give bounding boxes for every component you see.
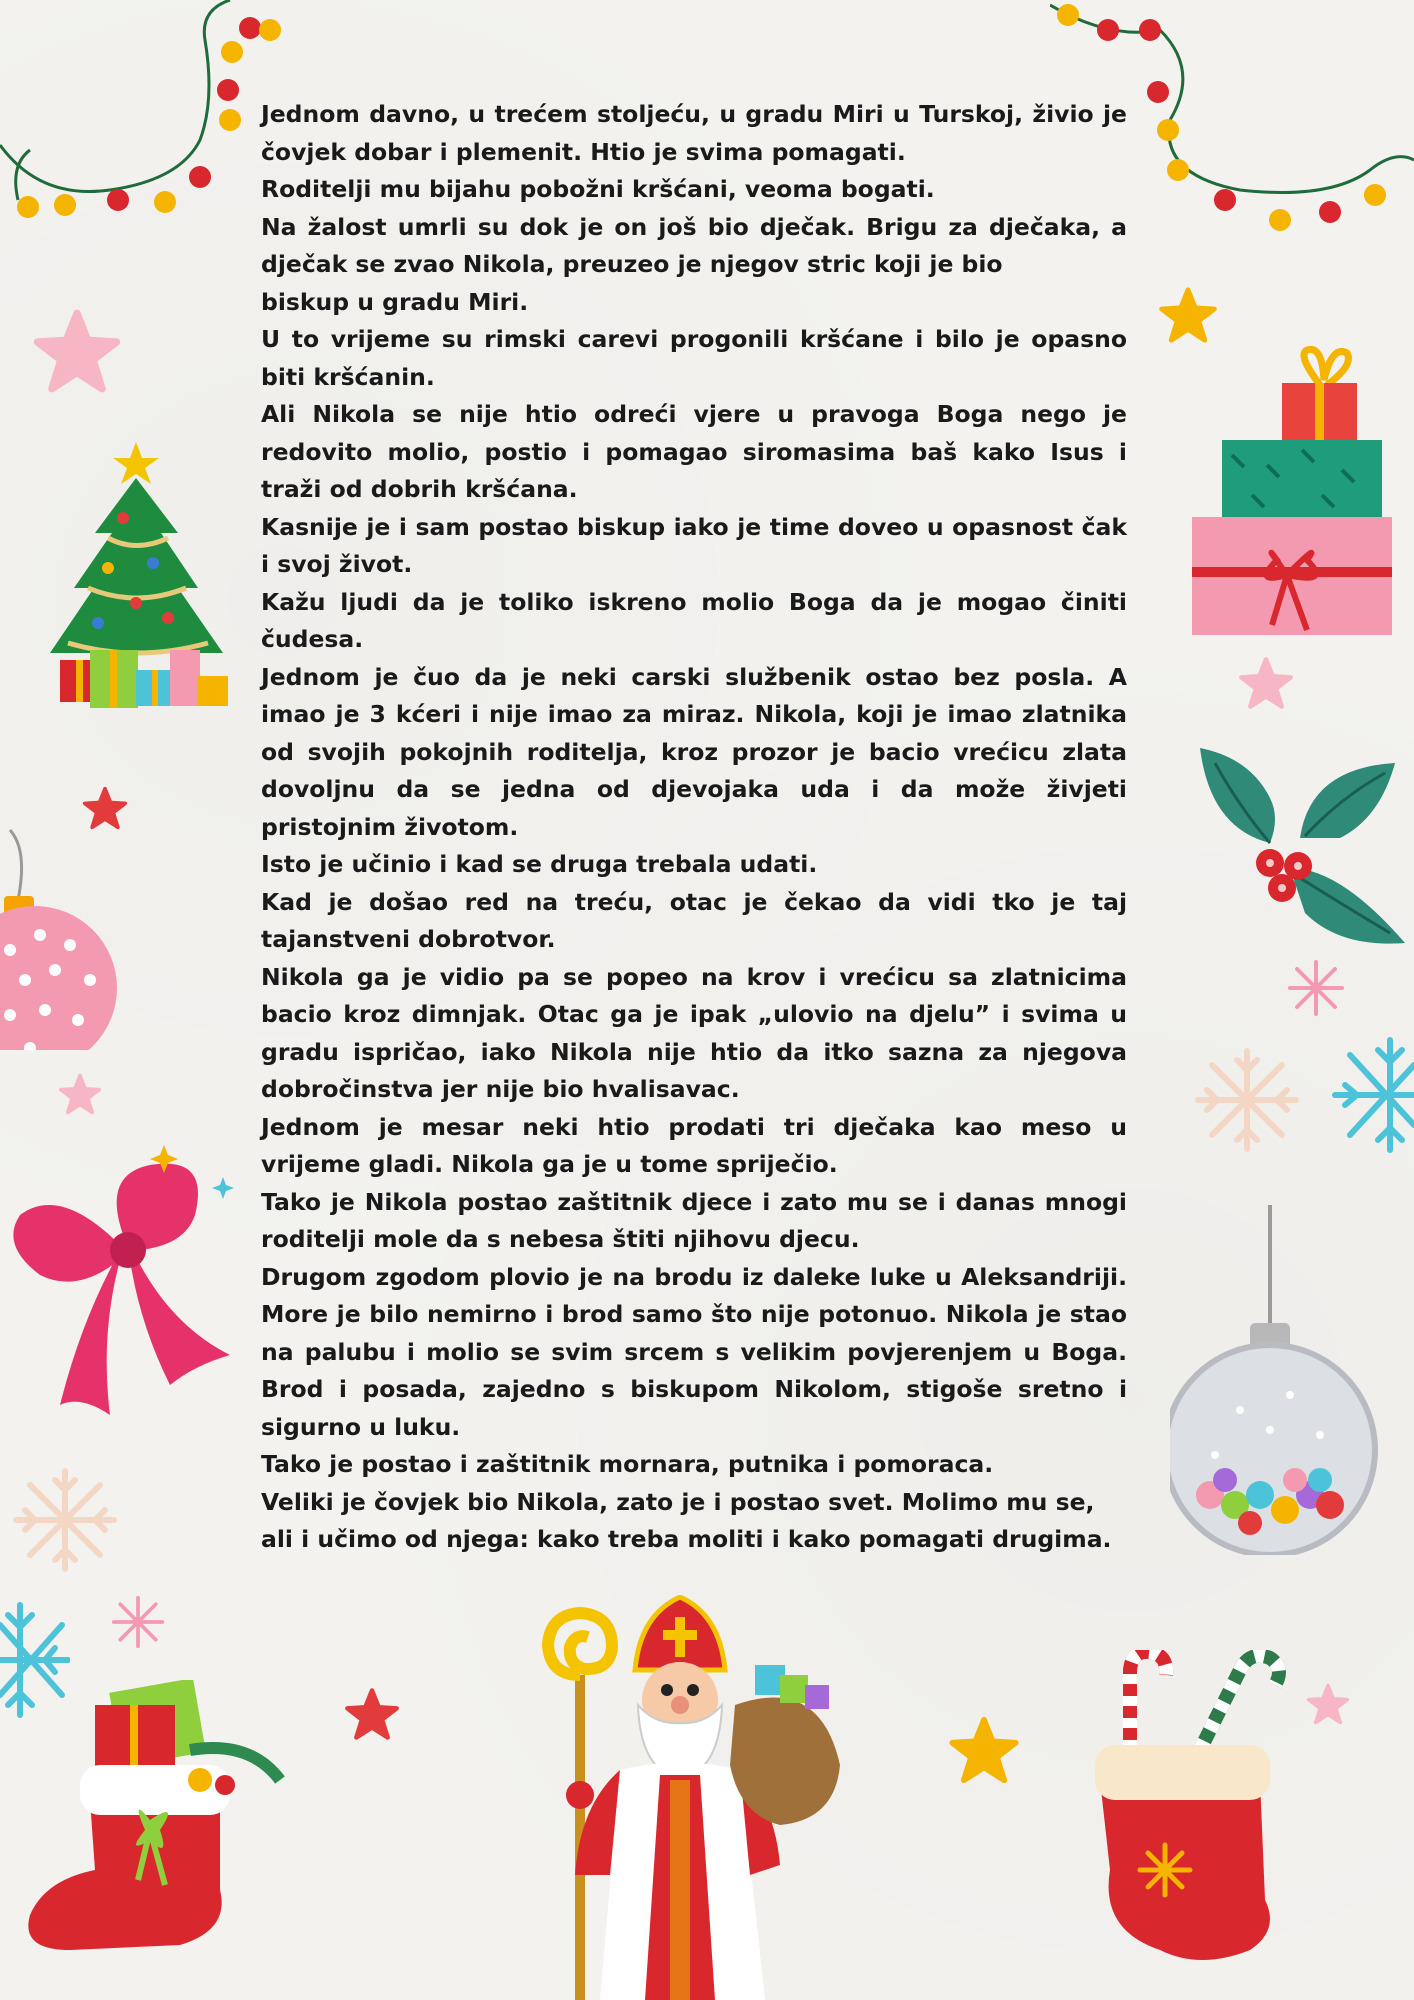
story-paragraph: Jednom je čuo da je neki carski službenik ostao bez posla. A imao je 3 kćeri i nije imao za miraz. Nikola, koji je imao zlatnika od svojih pokojnih roditelja, kroz prozor je bacio vrećicu zlata dovoljnu da se jedna od djevojaka uda i da može živjeti pristojnim životom. [261, 662, 1127, 841]
story-paragraph: Isto je učinio i kad se druga trebala udati. [261, 850, 818, 878]
snowflake-icon [110, 1594, 166, 1650]
story-paragraph: Kasnije je i sam postao biskup iako je time doveo u opasnost čak i svoj život. [261, 512, 1127, 578]
star-icon [1158, 285, 1218, 345]
christmas-tree-icon [28, 438, 238, 728]
story-paragraph: Tako je Nikola postao zaštitnik djece i zato mu se i danas mnogi roditelji mole da s nebesa štiti njihovu djecu. [261, 1187, 1127, 1253]
story-paragraph: biskup u gradu Miri. [261, 287, 529, 316]
story-paragraph: Kažu ljudi da je toliko iskreno molio Boga da je mogao činiti čudesa. [261, 587, 1127, 653]
snowflake-icon [1286, 958, 1346, 1018]
story-text [261, 96, 1127, 1559]
saint-nicholas-icon [520, 1595, 850, 2000]
bow-icon [0, 1135, 260, 1425]
snowflake-icon [1330, 1030, 1414, 1160]
story-paragraph: Jednom davno, u trećem stoljeću, u gradu Miri u Turskoj, živio je čovjek dobar i plemenit. Htio je svima pomagati. [261, 100, 1127, 166]
star-icon [58, 1072, 102, 1116]
stocking-icon [1090, 1650, 1330, 1970]
story-paragraph: Jednom je mesar neki htio prodati tri dječaka kao meso u vrijeme gladi. Nikola ga je u tome spriječio. [261, 1112, 1127, 1178]
story-paragraph: Roditelji mu bijahu pobožni kršćani, veoma bogati. [261, 175, 935, 203]
story-paragraph: Drugom zgodom plovio je na brodu iz daleke luke u Aleksandriji. More je bilo nemirno i brod samo što nije potonuo. Nikola je stao na palubu i molio se svim srcem s velikim povjerenjem u Boga. Brod i posada, zajedno s biskupom Nikolom, stigoše sretno i sigurno u luku. [261, 1262, 1127, 1441]
star-icon [344, 1686, 400, 1742]
snowflake-icon [10, 1465, 120, 1575]
snowflake-icon [1192, 1045, 1302, 1155]
ornament-icon [0, 820, 125, 1050]
star-icon [948, 1714, 1020, 1786]
stocking-icon [20, 1680, 290, 1960]
snow-globe-icon [1170, 1205, 1390, 1555]
string-lights-left-icon [0, 0, 300, 230]
gift-box-icon [1172, 345, 1402, 645]
story-paragraph: Veliki je čovjek bio Nikola, zato je i postao svet. Molimo mu se, ali i učimo od njega: kako treba moliti i kako pomagati drugima. [261, 1487, 1112, 1553]
story-paragraph: Kad je došao red na treću, otac je čekao da vidi tko je taj tajanstveni dobrotvor. [261, 887, 1127, 953]
story-paragraph: U to vrijeme su rimski carevi progonili kršćane i bilo je opasno biti kršćanin. [261, 325, 1127, 391]
holly-icon [1190, 738, 1410, 948]
star-icon [32, 306, 122, 396]
story-paragraph: Nikola ga je vidio pa se popeo na krov i vrećicu sa zlatnicima bacio kroz dimnjak. Otac ga je ipak „ulovio na djelu” i svima u gradu ispričao, iako Nikola nije htio da itko sazna za njegova dobročinstva jer nije bio hvalisavac. [261, 962, 1127, 1103]
story-paragraph: Tako je postao i zaštitnik mornara, putnika i pomoraca. [261, 1450, 994, 1478]
story-paragraph: Na žalost umrli su dok je on još bio dječak. Brigu za dječaka, a dječak se zvao Nikola, preuzeo je njegov stric koji je bio [261, 212, 1127, 278]
star-icon [1238, 655, 1294, 711]
story-paragraph: Ali Nikola se nije htio odreći vjere u pravoga Boga nego je redovito molio, postio i pomagao siromasima baš kako Isus i traži od dobrih kršćana. [261, 400, 1127, 503]
